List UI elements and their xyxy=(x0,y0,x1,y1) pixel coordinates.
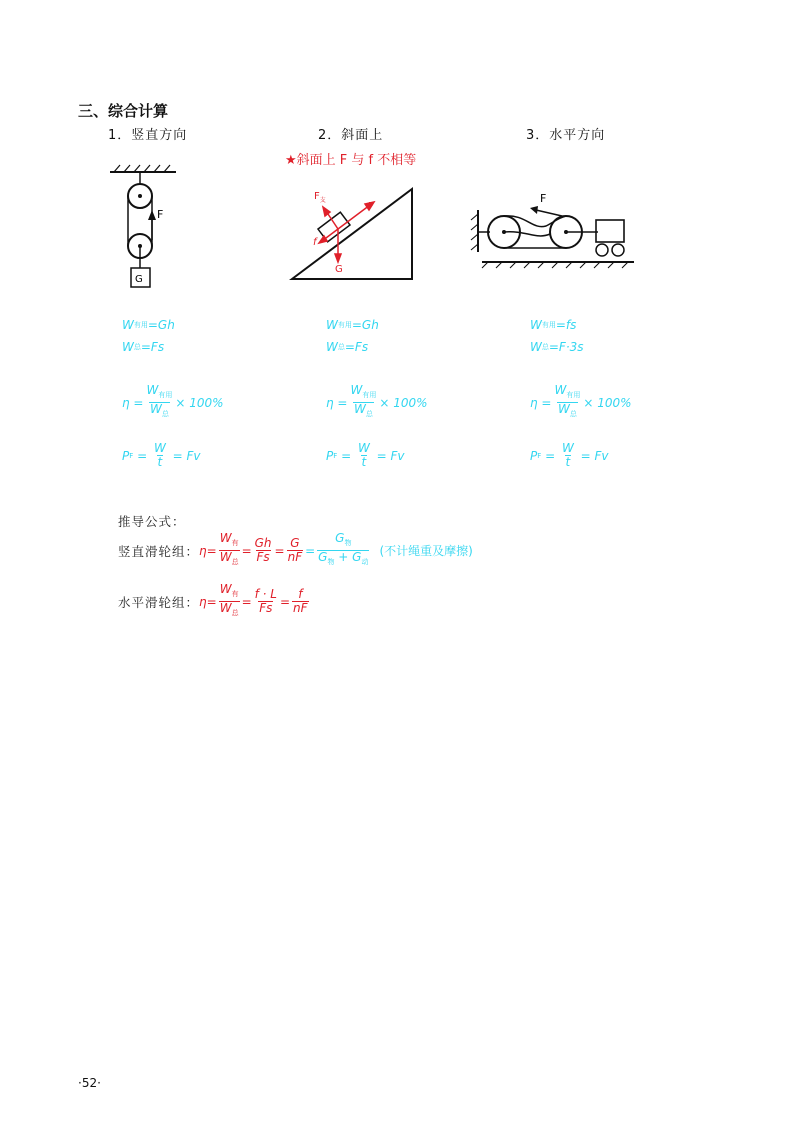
incline-f-label: f xyxy=(313,237,317,248)
col3-w-useful-rhs: =fs xyxy=(555,318,577,332)
derived-vertical-row xyxy=(118,532,473,569)
dv-f2-num: Gh xyxy=(254,536,272,550)
col2-w-useful xyxy=(326,318,379,332)
vertical-F-label: F xyxy=(157,208,164,221)
col1-eta-num: W xyxy=(146,383,159,397)
dv-f1-den: W xyxy=(219,550,232,564)
col1-w-useful-lhs: W xyxy=(122,318,134,332)
col1-p-eq: = xyxy=(133,448,151,463)
col3-eta-den: W xyxy=(557,402,570,416)
col1-efficiency xyxy=(122,384,224,421)
col3-efficiency xyxy=(530,384,632,421)
incline-G-label: G xyxy=(335,264,343,275)
col1-p-lhs: P xyxy=(122,448,130,463)
derived-horizontal-frac3 xyxy=(292,588,309,615)
col2-w-total xyxy=(326,340,379,354)
col3-p-num: W xyxy=(561,441,574,455)
col3-eta-num-sub: 有用 xyxy=(566,391,581,399)
dh-f2-num: f · L xyxy=(254,587,277,601)
derived-vertical-frac2 xyxy=(254,537,273,564)
col3-eta-fraction xyxy=(553,384,581,421)
vertical-pulley-diagram xyxy=(100,160,190,295)
col3-eta-num: W xyxy=(554,383,567,397)
col3-p-fraction xyxy=(561,442,575,469)
dv-f4-num: G xyxy=(335,531,345,545)
dv-f1-num: W xyxy=(219,531,232,545)
incline-diagram xyxy=(288,185,418,281)
col1-power xyxy=(122,442,201,469)
col2-w-useful-lhs: W xyxy=(326,318,338,332)
col2-w-total-sub: 总 xyxy=(337,343,345,351)
derived-horizontal-eta: η= xyxy=(199,594,217,609)
dv-f4-num-sub: 物 xyxy=(344,539,352,547)
col3-w-total xyxy=(530,340,584,354)
equals-sign: = xyxy=(241,594,252,609)
col1-p-num: W xyxy=(153,441,166,455)
equals-sign: = xyxy=(274,543,285,558)
dh-f1-den: W xyxy=(219,601,232,615)
col2-p-fraction xyxy=(357,442,371,469)
col1-eta-den: W xyxy=(149,402,162,416)
derived-vertical-eta: η= xyxy=(199,543,217,558)
col2-eta-fraction xyxy=(349,384,377,421)
dv-f4-den-a: G xyxy=(318,550,328,564)
col1-w-total-lhs: W xyxy=(122,340,134,354)
col3-p-eq: = xyxy=(541,448,559,463)
derived-horizontal-row xyxy=(118,583,311,620)
incline-support-F: F xyxy=(314,191,320,202)
dh-f3-num: f xyxy=(298,587,303,601)
derived-horizontal-label: 水平滑轮组： xyxy=(118,594,200,610)
dv-f1-den-sub: 总 xyxy=(231,558,239,566)
col3-w-useful-lhs: W xyxy=(530,318,542,332)
col1-p-fraction xyxy=(153,442,167,469)
col2-w-useful-sub: 有用 xyxy=(337,321,352,329)
col3-eta: η = xyxy=(530,395,552,410)
col1-formula-block xyxy=(122,318,175,354)
col2-eta-num: W xyxy=(350,383,363,397)
col1-w-useful xyxy=(122,318,175,332)
page-number: ·52· xyxy=(78,1076,101,1090)
col2-w-total-lhs: W xyxy=(326,340,338,354)
incline-support-sub: 支 xyxy=(319,197,326,204)
col2-w-useful-rhs: =Gh xyxy=(351,318,379,332)
col1-w-total-rhs: =Fs xyxy=(140,340,165,354)
incline-support-label xyxy=(314,191,326,204)
dh-f2-den: Fs xyxy=(259,601,273,615)
col2-eta-tail: × 100% xyxy=(379,395,428,410)
col2-eta-den: W xyxy=(353,402,366,416)
col1-p-den: t xyxy=(157,455,163,469)
col3-power xyxy=(530,442,609,469)
derived-vertical-frac3 xyxy=(287,537,304,564)
dh-f3-den: nF xyxy=(293,601,308,615)
col3-p-sub: F xyxy=(537,451,542,460)
derived-vertical-frac1 xyxy=(219,532,240,569)
col3-w-total-sub: 总 xyxy=(541,343,549,351)
dh-f1-num-sub: 有 xyxy=(231,590,239,598)
derived-vertical-frac4 xyxy=(317,532,369,569)
col3-eta-tail: × 100% xyxy=(583,395,632,410)
dv-f2-den: Fs xyxy=(256,550,270,564)
col2-p-lhs: P xyxy=(326,448,334,463)
col2-eta-den-sub: 总 xyxy=(365,410,373,418)
column-heading-horizontal: 3．水平方向 xyxy=(526,128,606,143)
col3-w-total-rhs: =F·3s xyxy=(548,340,584,354)
derived-horizontal-frac1 xyxy=(219,583,240,620)
col3-w-total-lhs: W xyxy=(530,340,542,354)
col3-w-useful-sub: 有用 xyxy=(541,321,556,329)
col2-p-sub: F xyxy=(333,451,338,460)
dh-f1-num: W xyxy=(219,582,232,596)
col1-p-sub: F xyxy=(129,451,134,460)
vertical-G-label: G xyxy=(135,274,143,285)
col2-eta-num-sub: 有用 xyxy=(362,391,377,399)
col1-eta-fraction xyxy=(145,384,173,421)
horizontal-pulley-diagram xyxy=(466,190,641,270)
col2-formula-block xyxy=(326,318,379,354)
col2-efficiency xyxy=(326,384,428,421)
col1-eta-den-sub: 总 xyxy=(161,410,169,418)
col1-w-useful-rhs: =Gh xyxy=(147,318,175,332)
col2-p-den: t xyxy=(361,455,367,469)
col2-p-eq: = xyxy=(337,448,355,463)
col1-eta-tail: × 100% xyxy=(175,395,224,410)
equals-sign: = xyxy=(279,594,291,609)
dv-f4-den-b: G xyxy=(352,550,362,564)
equals-sign: = xyxy=(241,543,252,558)
col3-p-den: t xyxy=(565,455,571,469)
col1-w-total-sub: 总 xyxy=(133,343,141,351)
col1-w-total xyxy=(122,340,175,354)
derived-vertical-label: 竖直滑轮组： xyxy=(118,543,200,559)
col2-eta: η = xyxy=(326,395,348,410)
col3-eta-den-sub: 总 xyxy=(569,410,577,418)
col1-eta: η = xyxy=(122,395,144,410)
col3-w-useful xyxy=(530,318,584,332)
col2-w-total-rhs: =Fs xyxy=(344,340,369,354)
dv-f3-num: G xyxy=(290,536,300,550)
col2-power xyxy=(326,442,405,469)
equals-sign: = xyxy=(305,543,316,558)
col3-p-lhs: P xyxy=(530,448,538,463)
horizontal-F-label: F xyxy=(540,192,547,205)
dv-f4-den-plus: + xyxy=(334,550,353,564)
dv-f3-den: nF xyxy=(287,550,303,564)
col3-formula-block xyxy=(530,318,584,354)
col1-p-tail: = Fv xyxy=(168,448,201,463)
col1-w-useful-sub: 有用 xyxy=(133,321,148,329)
section-title: 三、综合计算 xyxy=(78,102,169,120)
col1-eta-num-sub: 有用 xyxy=(158,391,173,399)
column-heading-vertical: 1．竖直方向 xyxy=(108,128,188,143)
incline-note: ★斜面上 F 与 f 不相等 xyxy=(285,153,417,168)
col3-p-tail: = Fv xyxy=(576,448,609,463)
dv-f4-den-a-sub: 物 xyxy=(327,558,335,566)
derived-heading: 推导公式： xyxy=(118,514,186,529)
derived-horizontal-frac2 xyxy=(254,588,278,615)
col2-p-tail: = Fv xyxy=(372,448,405,463)
column-heading-incline: 2．斜面上 xyxy=(318,128,384,143)
dh-f1-den-sub: 总 xyxy=(231,609,239,617)
derived-vertical-note: (不计绳重及摩擦) xyxy=(379,544,473,558)
incline-F-label: F xyxy=(368,201,374,212)
dv-f1-num-sub: 有 xyxy=(231,539,239,547)
col2-p-num: W xyxy=(357,441,370,455)
dv-f4-den-b-sub: 动 xyxy=(361,558,369,566)
